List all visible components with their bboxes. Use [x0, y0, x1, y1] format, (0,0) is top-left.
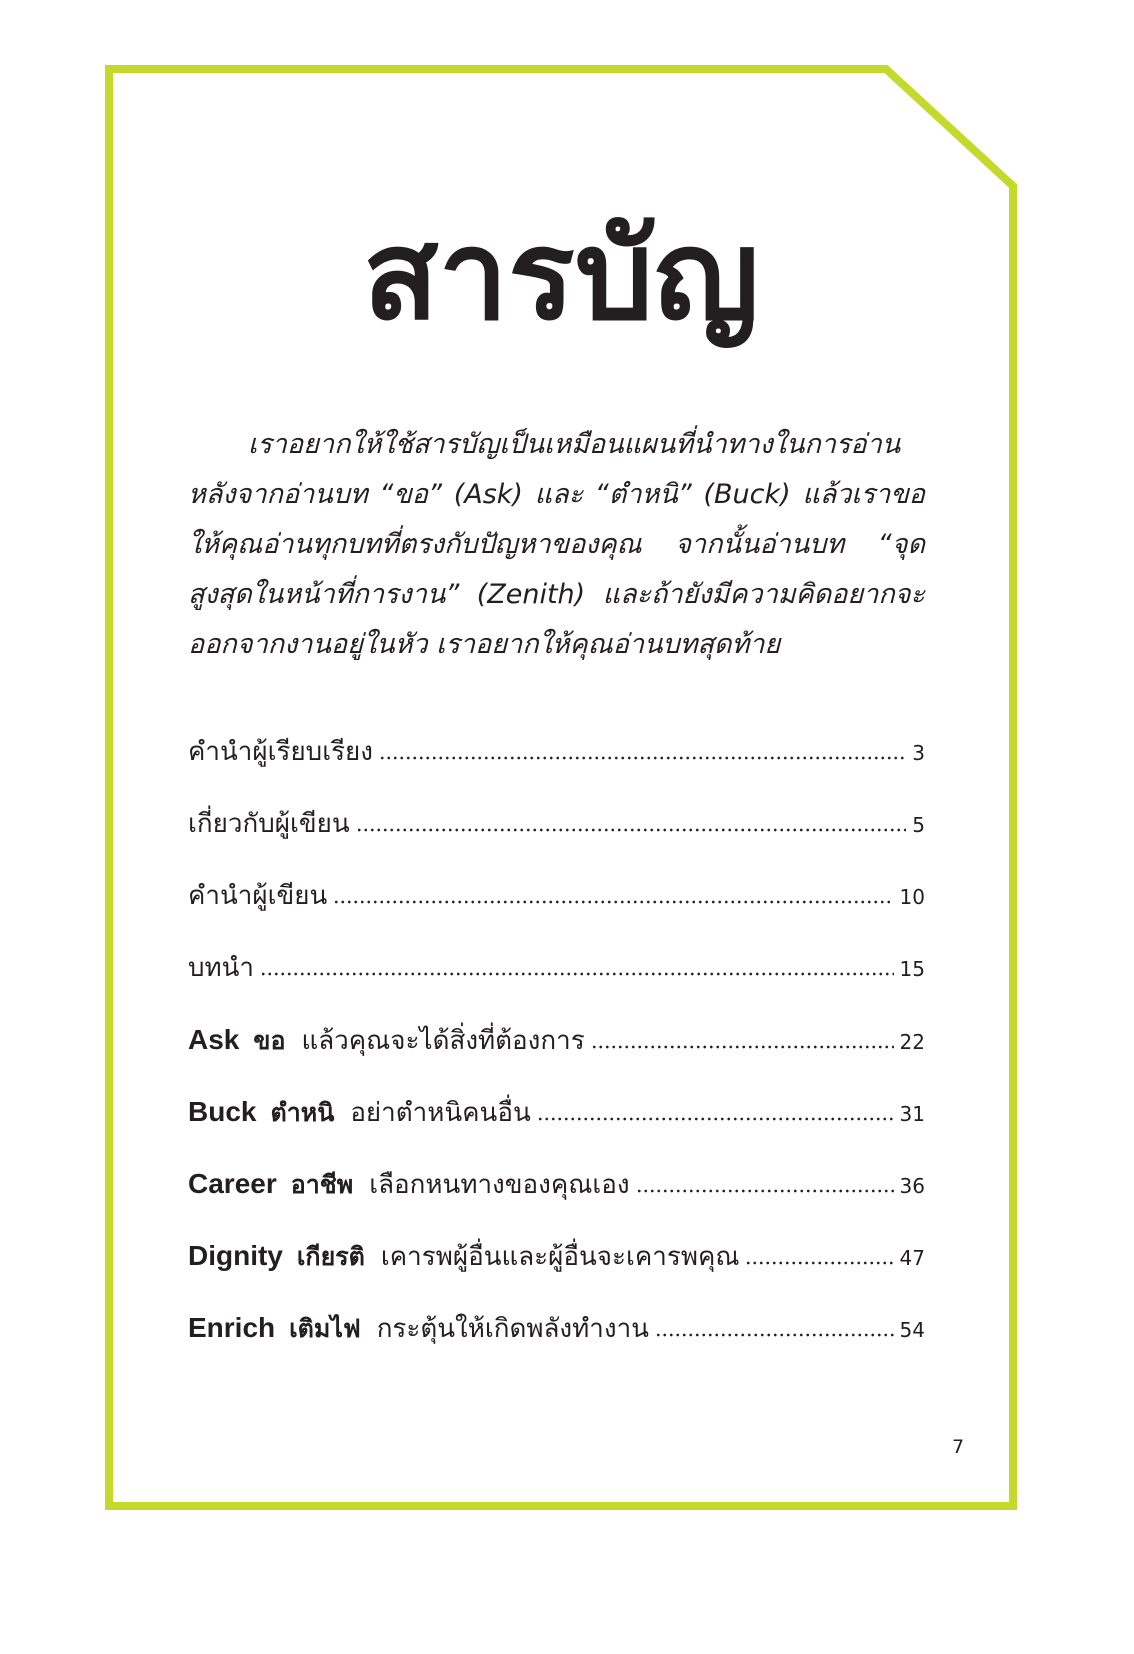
toc-entry: [188, 932, 925, 1004]
toc-entry-page: 47: [899, 1246, 925, 1270]
toc-entry-title: บทนำ: [188, 953, 255, 983]
chapter-subtitle: แล้วคุณจะได้สิ่งที่ต้องการ: [301, 1026, 585, 1056]
chapter-keyword-th: ขอ: [253, 1026, 286, 1055]
toc-entry-title: คำนำผู้เรียบเรียง: [188, 737, 373, 767]
table-of-contents: [188, 716, 925, 1364]
toc-entry-page: 22: [899, 1030, 925, 1054]
dot-leader: [745, 1261, 893, 1265]
dot-leader: [655, 1333, 894, 1337]
dot-leader: [591, 1045, 894, 1049]
intro-paragraph: เราอยากให้ใช้สารบัญเป็นเหมือนแผนที่นำทางในการอ่าน หลังจากอ่านบท “ขอ” (Ask) และ “ตำหนิ” (Buck) แล้วเราขอให้คุณอ่านทุกบทที่ตรงกับปัญหาของคุณ จากนั้นอ่านบท “จุดสูงสุดในหน้าที่การงาน” (Zenith) และถ้ายังมีความคิดอยากจะออกจากงานอยู่ในหัว เราอยากให้คุณอ่านบทสุดท้าย: [188, 429, 925, 660]
toc-entry-page: 31: [899, 1102, 925, 1126]
page-number: 7: [951, 1436, 965, 1458]
toc-entry: [188, 716, 925, 788]
chapter-keyword-th: อาชีพ: [290, 1170, 354, 1199]
chapter-keyword-th: เติมไฟ: [289, 1314, 361, 1343]
toc-entry-page: 36: [899, 1174, 925, 1198]
toc-chapter-entry: [188, 1004, 925, 1076]
dot-leader: [537, 1117, 894, 1121]
chapter-keyword-en: Ask: [188, 1024, 240, 1055]
chapter-keyword-th: ตำหนิ: [270, 1098, 335, 1127]
chapter-keyword-th: เกียรติ: [296, 1242, 365, 1271]
toc-chapter-entry: [188, 1076, 925, 1148]
toc-entry-page: 5: [912, 813, 925, 837]
toc-entry-title: เกี่ยวกับผู้เขียน: [188, 809, 350, 839]
toc-entry: [188, 860, 925, 932]
chapter-keyword-en: Enrich: [188, 1312, 276, 1343]
chapter-subtitle: เคารพผู้อื่นและผู้อื่นจะเคารพคุณ: [380, 1242, 740, 1272]
chapter-keyword-en: Career: [188, 1168, 277, 1199]
chapter-keyword-en: Buck: [188, 1096, 257, 1127]
dot-leader: [333, 900, 893, 904]
toc-entry-title: คำนำผู้เขียน: [188, 881, 328, 911]
dot-leader: [379, 756, 906, 760]
toc-entry-page: 3: [912, 741, 925, 765]
dot-leader: [636, 1189, 894, 1193]
toc-entry-page: 10: [899, 885, 925, 909]
toc-entry-page: 15: [899, 957, 925, 981]
chapter-subtitle: อย่าตำหนิคนอื่น: [350, 1098, 531, 1128]
toc-chapter-entry: [188, 1220, 925, 1292]
toc-entry-page: 54: [899, 1318, 925, 1342]
chapter-subtitle: เลือกหนทางของคุณเอง: [369, 1170, 630, 1200]
toc-chapter-entry: [188, 1148, 925, 1220]
chapter-keyword-en: Dignity: [188, 1240, 283, 1271]
dot-leader: [356, 828, 907, 832]
page-title: สารบัญ: [362, 204, 760, 348]
chapter-subtitle: กระตุ้นให้เกิดพลังทำงาน: [376, 1314, 649, 1344]
dot-leader: [260, 972, 894, 976]
toc-entry: [188, 788, 925, 860]
toc-chapter-entry: [188, 1292, 925, 1364]
